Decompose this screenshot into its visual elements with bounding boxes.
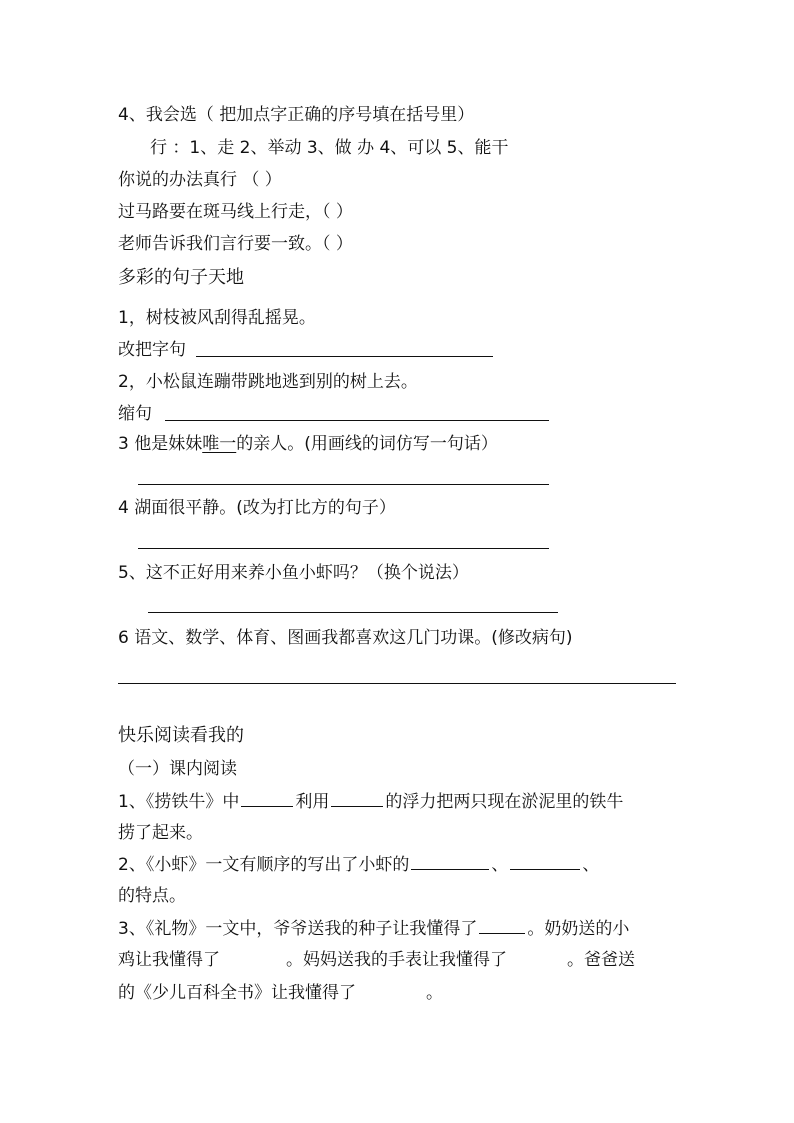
- select-question-2: 过马路要在斑马线上行走，（ ）: [118, 202, 353, 222]
- sentence-2-task: 缩句: [118, 404, 152, 424]
- sentence-3-post: 的亲人。(用画线的词仿写一句话）: [236, 434, 498, 454]
- r2-blank-1[interactable]: [411, 854, 489, 870]
- r1-text-c: 的浮力把两只现在淤泥里的铁牛: [385, 792, 624, 812]
- r3-text-e: 。爸爸送: [567, 950, 635, 970]
- sentence-4-answer-line[interactable]: [138, 548, 549, 549]
- r3-text-b: 。奶奶送的小: [527, 919, 630, 939]
- reading-question-2: [118, 854, 599, 876]
- r1-text-b: 利用: [295, 792, 330, 812]
- r2-blank-2[interactable]: [510, 854, 580, 870]
- sentence-4: 4 湖面很平静。(改为打比方的句子）: [118, 498, 396, 518]
- sentence-6-answer-line[interactable]: [118, 683, 676, 684]
- select-question-1: 你说的办法真行 （ ）: [118, 170, 282, 190]
- sentence-1: 1，树枝被风刮得乱摇晃。: [118, 308, 316, 328]
- r3-text-d: 。妈妈送我的手表让我懂得了: [286, 950, 507, 970]
- r2-text-a: 2、《小虾》一文有顺序的写出了小虾的: [118, 855, 410, 875]
- select-options: 行 ：1、走 2、举动 3、做 办 4、可以 5、能干: [150, 138, 509, 158]
- sentence-1-task: 改把字句: [118, 340, 186, 360]
- reading-question-3-line3: [118, 982, 443, 1004]
- sentence-2-answer-line[interactable]: [165, 420, 549, 421]
- reading-question-3-line2: [118, 949, 635, 971]
- reading-heading: 快乐阅读看我的: [118, 725, 244, 746]
- sentence-3-pre: 3 他是妹妹: [118, 434, 203, 454]
- reading-question-1-cont: 捞了起来。: [118, 823, 203, 843]
- reading-question-2-cont: 的特点。: [118, 886, 186, 906]
- r2-text-b: 、: [491, 855, 509, 875]
- sentence-5: 5、这不正好用来养小鱼小虾吗？（换个说法）: [118, 563, 469, 583]
- sentence-6: 6 语文、数学、体育、图画我都喜欢这几门功课。(修改病句): [118, 628, 573, 648]
- r3-text-g: 。: [426, 983, 443, 1003]
- r3-text-a: 3、《礼物》一文中，爷爷送我的种子让我懂得了: [118, 919, 478, 939]
- sentences-heading: 多彩的句子天地: [118, 267, 244, 288]
- sentence-2: 2，小松鼠连蹦带跳地逃到别的树上去。: [118, 372, 418, 392]
- sentence-3-answer-line[interactable]: [138, 484, 549, 485]
- r1-text-a: 1、《捞铁牛》中: [118, 792, 240, 812]
- reading-question-1: [118, 791, 623, 813]
- sentence-1-answer-line[interactable]: [196, 356, 493, 357]
- r3-text-f: 的《少儿百科全书》让我懂得了: [118, 983, 356, 1003]
- reading-subheading: （一）课内阅读: [118, 759, 237, 779]
- r1-blank-2[interactable]: [331, 791, 383, 807]
- r3-text-c: 鸡让我懂得了: [118, 950, 220, 970]
- sentence-3: [118, 433, 498, 455]
- select-title: 4、我会选（ 把加点字正确的序号填在括号里）: [118, 105, 475, 125]
- reading-question-3: [118, 918, 629, 940]
- sentence-5-answer-line[interactable]: [148, 612, 558, 613]
- r3-blank-1[interactable]: [479, 918, 525, 934]
- sentence-3-underlined-word: 唯一: [202, 434, 237, 454]
- r1-blank-1[interactable]: [241, 791, 293, 807]
- select-question-3: 老师告诉我们言行要一致。（ ）: [118, 234, 353, 254]
- r2-text-c: 、: [582, 855, 600, 875]
